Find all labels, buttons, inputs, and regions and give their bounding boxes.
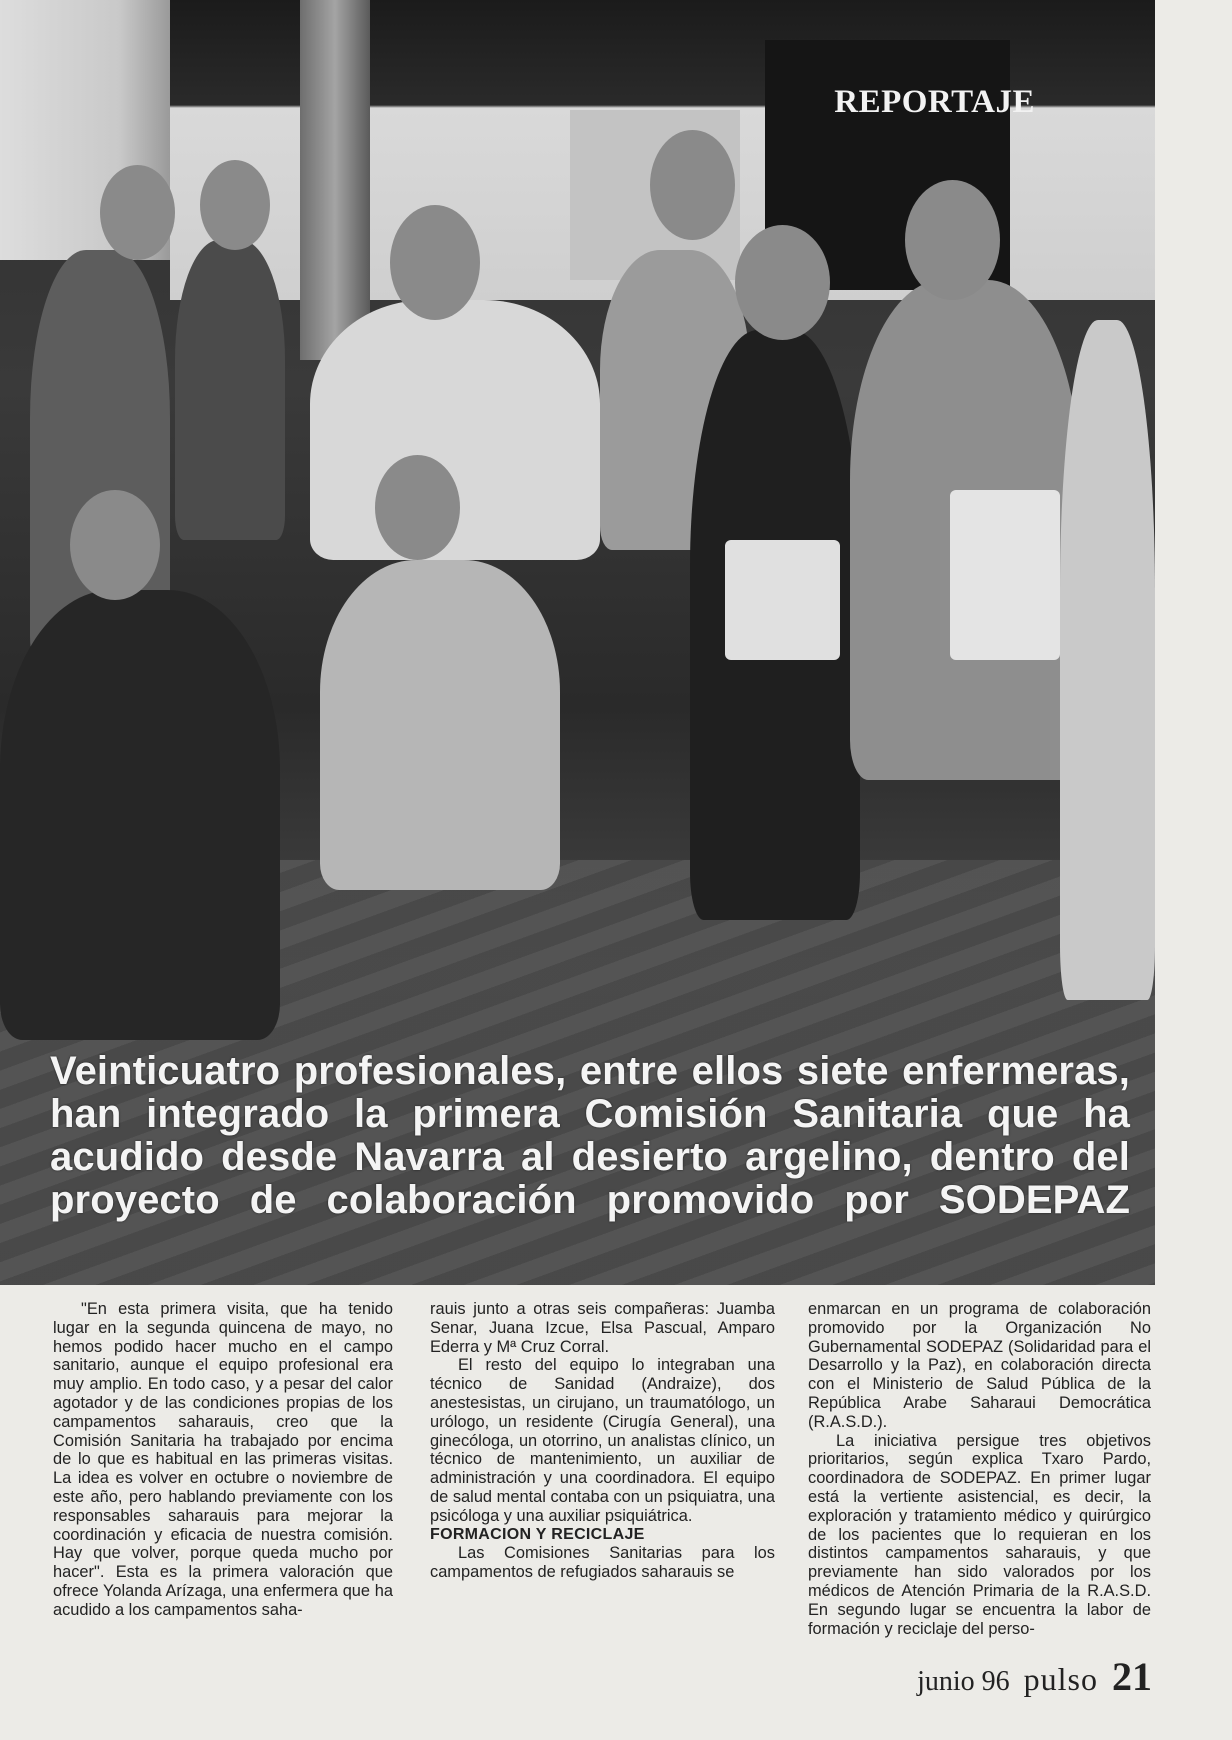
page-footer	[917, 1653, 1152, 1700]
article-column-3	[808, 1300, 1151, 1638]
paragraph: Las Comisiones Sanitarias para los campamentos de refugiados saharauis se	[430, 1544, 775, 1582]
photo-person	[1060, 320, 1155, 1000]
photo-pillar	[300, 0, 370, 360]
photo-person-head	[200, 160, 270, 250]
photo-person-head	[390, 205, 480, 320]
photo-bag	[725, 540, 840, 660]
photo-person-head	[905, 180, 1000, 300]
article-column-1	[53, 1300, 393, 1620]
photo-person-head	[375, 455, 460, 560]
section-label: REPORTAJE	[834, 84, 1035, 120]
photo-bag	[950, 490, 1060, 660]
photo-person-head	[70, 490, 160, 600]
photo-person	[175, 240, 285, 540]
paragraph: enmarcan en un programa de colaboración promovido por la Organización No Gubernamental SODEPAZ (Solidaridad para el Desarrollo y la Paz), en colaboración directa con el Ministerio de Salud Pública de la República Arabe Saharaui Democrática (R.A.S.D.).	[808, 1300, 1151, 1431]
photo-person	[320, 560, 560, 890]
photo-person-head	[735, 225, 830, 340]
article-column-2	[430, 1300, 775, 1582]
paragraph: rauis junto a otras seis compañeras: Juamba Senar, Juana Izcue, Elsa Pascual, Amparo Ederra y Mª Cruz Corral.	[430, 1300, 775, 1356]
paragraph: El resto del equipo lo integraban una técnico de Sanidad (Andraize), dos anestesistas, un cirujano, un traumatólogo, un urólogo, un residente (Cirugía General), una ginecóloga, un otorrino, un analistas clínico, un técnico de mantenimiento, un auxiliar de administración y una coordinadora. El equipo de salud mental contaba con un psiquiatra, una psicóloga y una auxiliar psiquiátrica.	[430, 1356, 775, 1525]
issue-date: junio 96	[917, 1666, 1010, 1697]
page-number: 21	[1112, 1654, 1152, 1699]
subheading: FORMACION Y RECICLAJE	[430, 1525, 645, 1543]
photo-person	[0, 590, 280, 1040]
paragraph: La iniciativa persigue tres objetivos prioritarios, según explica Txaro Pardo, coordinadora de SODEPAZ. En primer lugar está la vertiente asistencial, es decir, la exploración y tratamiento médico y quirúrgico de los pacientes que lo requieran en los distintos campamentos saharauis, y que previamente han sido valorados por los médicos de Atención Primaria de la R.A.S.D. En segundo lugar se encuentra la labor de formación y reciclaje del perso-	[808, 1431, 1151, 1638]
headline: Veinticuatro profesionales, entre ellos siete enfermeras, han integrado la primera Comisión Sanitaria que ha acudido desde Navarra al desierto argelino, dentro del proyecto de colaboración promovido por SODEPAZ	[50, 1049, 1130, 1222]
photo-person-head	[100, 165, 175, 260]
photo-person-head	[650, 130, 735, 240]
magazine-name: pulso	[1023, 1661, 1098, 1697]
paragraph: "En esta primera visita, que ha tenido lugar en la segunda quincena de mayo, no hemos podido hacer mucho en el campo sanitario, aunque el equipo profesional era muy amplio. En todo caso, y a pesar del calor agotador y de las condiciones propias de los campamentos saharauis, creo que la Comisión Sanitaria ha trabajado por encima de lo que es habitual en las primeras visitas. La idea es volver en octubre o noviembre de este año, pero hablando previamente con los responsables saharauis para mejorar la coordinación y eficacia de nuestra comisión. Hay que volver, porque queda mucho por hacer". Esta es la primera valoración que ofrece Yolanda Arízaga, una enfermera que ha acudido a los campamentos saha-	[53, 1300, 393, 1619]
